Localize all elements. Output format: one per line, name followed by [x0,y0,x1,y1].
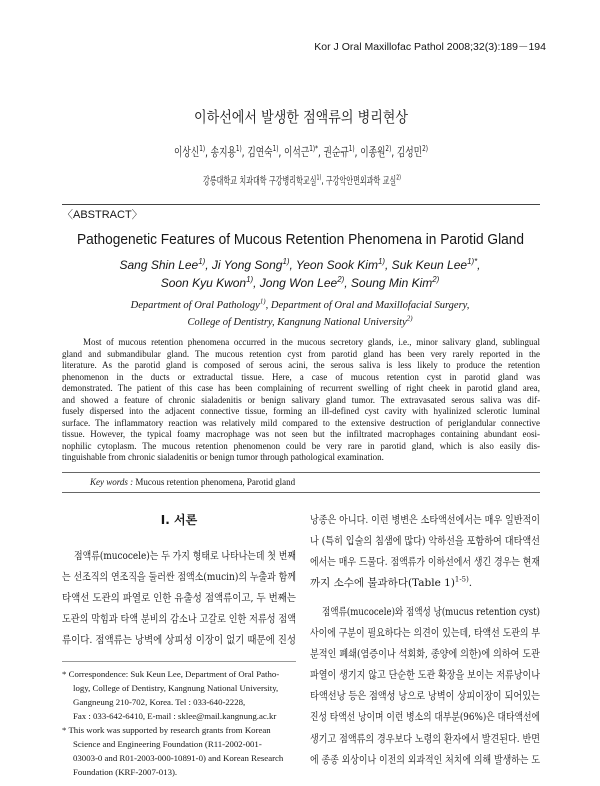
text-line [62,452,540,464]
footnote-correspondence [62,667,296,723]
text-line [310,665,540,686]
line-content [187,314,412,331]
text-line [300,40,546,54]
abstract-label-text: 〈ABSTRACT〉 [62,209,143,221]
superscript: 1) [235,144,242,153]
superscript: 1) [199,144,206,153]
text-run: Fax : 033-642-6410, E-mail : sklee@mail.kangnung.ac.kr [73,711,277,721]
text-run: , Yeon Sook Kim [289,258,378,272]
text-run: , 권순규 [317,145,349,159]
line-content [174,144,428,160]
korean-title-text: 이하선에서 발생한 점액류의 병리현상 [194,108,409,126]
text-run: Most of mucous retention phenomena occurred in the mucous secretory glands, i.e., minor salivary gland, sublingual [83,337,540,347]
text-run: 타액선낭 등은 점액성 낭으로 낭벽이 상피이장이 되어있는 [310,690,541,703]
section-heading-text: I. 서론 [160,513,198,527]
text-run: 나 (특히 입술의 침샘에 많다) 악하선을 포함하여 대타액선 [310,535,541,547]
line-content [62,429,540,441]
superscript: 1) [316,173,322,182]
text-line [310,686,540,707]
footnotes [62,667,296,779]
superscript: 1) [272,144,279,153]
text-run: tinguishable from chronic sialadenitis or benign tumor through pathological examination. [62,452,384,462]
text-line [62,383,540,395]
superscript: 1) [348,144,355,153]
text-run: nophilic cytoplasm. The mucous retention phenomenon could be very rare in parotid gland, which is also easily dis- [62,440,541,451]
superscript: 2) [385,144,392,153]
text-run: 파열이 생기지 않고 단순한 도관 확장을 보이는 저류낭이나 [310,669,541,682]
line-content [62,588,296,609]
text-run: 에 종종 외상이나 이전의 외과적인 처치에 의해 발생하는 도 [310,753,540,766]
line-content [62,452,384,464]
superscript: 2) [432,275,440,284]
text-run: 진성 타액선 낭이며 이런 병소의 대부분(96%)은 대타액선에 [310,711,541,724]
superscript: 1) [198,257,206,266]
text-run: 는 선조직의 연조직을 둘러싼 점액소(mucin)의 누출과 함께 [62,571,297,583]
line-content [73,765,177,779]
text-run: and showed a feature of chronic sialadenitis or benign salivary gland tumor. The extravasated serous saliva was dif- [62,394,541,405]
korean-affiliation [203,174,401,188]
line-content [62,567,296,588]
line-content [62,723,271,737]
text-run: College of Dentistry, Kangnung National University [187,317,407,328]
text-run: , 이종원 [354,145,386,159]
footnote-divider [62,661,296,662]
text-run: Science and Engineering Foundation (R11-2002-001- [73,739,262,749]
english-affiliation [120,297,480,331]
line-content [73,737,262,751]
text-line [62,546,296,567]
abstract-text [62,337,540,464]
line-content [310,707,540,728]
text-run: 타액선 도관의 파열로 인한 유출성 점액류이고, 두 번째는 [62,592,296,604]
text-run: , 김연숙 [241,145,273,159]
text-line [310,573,540,594]
text-run: , 이석근 [278,145,310,159]
text-run: logy, College of Dentistry, Kangnung National University, [73,683,279,693]
text-line [62,208,143,222]
text-line [310,510,540,531]
line-content [74,546,296,567]
line-content [62,667,279,681]
section-divider [62,204,540,205]
text-run: , Department of Oral and Maxillofacial Surgery, [265,300,470,311]
text-line [174,144,428,160]
text-line [310,729,540,750]
text-line [62,588,296,609]
text-run: fusely dispersed into the adjacent connective tissue, forming an ill-defined cyst cavity with hyalinized sclerotic luminal [62,406,540,416]
text-line [62,512,296,528]
text-line [73,695,296,709]
text-line [120,297,480,314]
body-text-left [62,546,296,651]
text-run: 이상신 [174,145,200,159]
journal-citation [300,40,546,54]
line-content [62,360,540,372]
line-content [73,681,278,695]
text-run: 강릉대학교 치과대학 구강병리학교실 [203,175,317,187]
text-run: Foundation (KRF-2007-013). [73,767,178,777]
text-line [62,406,540,418]
body-text-right-paragraph-2 [310,602,540,771]
text-line [118,274,482,292]
text-run: , Suk Keun Lee [385,258,468,272]
line-content [310,686,540,707]
text-run: 까지 소수에 불과하다(Table 1) [310,577,455,589]
text-line [310,644,540,665]
text-line [62,567,296,588]
keywords-label: Key words : [90,477,134,487]
line-content [62,372,540,384]
text-run: 분적인 폐쇄(염증이나 석회화, 종양에 의한)에 의하여 도관 [310,648,541,661]
text-run: 03003-0 and R01-2003-000-10891-0) and Korean Research [73,753,284,763]
text-line [118,256,482,274]
text-line [62,667,296,681]
text-run: Department of Oral Pathology [130,300,260,311]
section-heading [62,512,296,528]
line-content [310,531,540,552]
superscript: 2) [406,315,413,323]
korean-title [194,107,408,127]
text-run: Gangneung 210-702, Korea. Tel : 033-640-2228, [73,697,246,707]
text-line [310,602,540,623]
citation-text: Kor J Oral Maxillofac Pathol 2008;32(3):189－194 [314,41,546,53]
superscript: 2) [337,275,345,284]
text-line [62,609,296,630]
superscript: 1)* [309,144,318,153]
text-run: 류이다. 점액류는 낭벽에 상피성 이장이 없기 때문에 진성 [62,634,296,646]
line-content [310,665,540,686]
text-run: 생기고 점액류의 경우보다 노령의 환자에서 발견된다. 반면 [310,732,541,745]
text-line [62,337,540,349]
keywords-value: Mucous retention phenomena, Parotid gland [135,477,296,487]
text-line [62,360,540,372]
text-run: phenomenon in the ducts or extraductal tissue. Here, a case of mucous retention cyst in parotid gland was [62,371,541,382]
line-content [62,349,540,361]
text-run: , Soung Min Kim [344,276,433,290]
superscript: 1-5) [454,575,469,584]
text-run: , Ji Yong Song [205,258,283,272]
line-content [73,709,276,723]
text-line [77,230,524,250]
korean-authors [174,144,428,160]
line-content [119,256,480,274]
english-title-text: Pathogenetic Features of Mucous Retention Phenomena in Parotid Gland [77,232,524,248]
line-content [310,750,540,771]
line-content [62,418,540,430]
text-run: 낭종은 아니다. 이런 병변은 소타액선에서는 매우 일반적이 [310,514,541,526]
superscript: 2) [396,173,401,182]
line-content [131,297,470,314]
body-text-right-paragraph-1 [310,510,540,594]
text-run: , 구강악안면외과학 교실 [321,175,397,187]
text-line [62,723,296,737]
text-run: , 김성민 [391,145,423,159]
text-line [203,174,401,188]
text-run: Soon Kyu Kwon [160,276,247,290]
text-line [62,349,540,361]
text-run: demonstrated. The patient of this case has been complaining of recurrent swelling of right cheek in parotid gland area, [62,383,540,393]
superscript: 2) [422,144,428,153]
line-content [73,751,283,765]
text-line [310,623,540,644]
line-content [62,441,540,453]
line-content [203,174,401,188]
text-line [310,707,540,728]
english-authors [118,256,482,292]
text-line [62,441,540,453]
line-content [310,729,540,750]
superscript: 1) [377,257,385,266]
text-run: literature. As the parotid gland is composed of serous acini, the serous saliva is less likely to produce the retention [62,360,540,370]
text-line [73,681,296,695]
text-run: 도관의 막힘과 타액 분비의 감소나 고갈로 인한 저류성 점액 [62,613,296,625]
text-run: 점액류(mucocele)는 두 가지 형태로 나타나는데 첫 번째 [74,550,296,562]
text-run: * This work was supported by research grants from Korean [62,725,271,735]
superscript: 1) [259,298,266,306]
superscript: 1)* [467,257,478,266]
line-content [322,602,540,623]
text-line [73,737,296,751]
text-line [73,709,296,723]
text-run: gland and submandibular gland. The mucous retention cyst from parotid gland has been very rarely reported in the [62,348,541,359]
text-run: 에서는 매우 드물다. 점액류가 이하선에서 생긴 경우는 현재 [310,556,540,568]
text-line [62,395,540,407]
text-line [194,107,408,127]
text-run: surface. The inflammatory reaction was relatively mild compared to the extensive destruction of periglandular connective [62,417,540,428]
text-run: . [468,577,473,589]
superscript: 1) [246,275,254,284]
text-line [62,372,540,384]
line-content [62,630,296,651]
text-line [310,552,540,573]
english-title [77,230,524,250]
text-run: tissue. However, the typical foamy macrophage was not seen but the infiltrated macrophages containing abundant eosi- [62,429,541,439]
text-line [310,531,540,552]
line-content [310,623,540,644]
text-line [310,750,540,771]
footnote-funding [62,723,296,779]
line-content [310,510,540,531]
line-content [161,274,440,292]
line-content [83,337,540,349]
line-content [310,573,472,594]
line-content [62,406,540,418]
text-line [62,630,296,651]
line-content [310,644,540,665]
text-run: * Correspondence: Suk Keun Lee, Department of Oral Patho- [62,669,280,679]
text-line [62,429,540,441]
line-content [62,383,540,395]
text-run: 사이에 구분이 필요하다는 의견이 있는데, 타액선 도관의 부 [310,627,540,640]
text-line [73,765,296,779]
line-content [73,695,245,709]
text-line [120,314,480,331]
text-run: Sang Shin Lee [119,258,199,272]
text-run: , Jong Won Lee [253,276,338,290]
superscript: 1) [282,257,290,266]
line-content [62,395,540,407]
text-run: , [477,258,481,272]
text-run: , 송지용 [205,145,236,159]
keywords [62,472,540,493]
line-content [310,552,540,573]
text-line [62,418,540,430]
line-content [62,609,296,630]
abstract-label [62,208,143,222]
text-run: 점액류(mucocele)와 점액성 낭(mucus retention cyst) [322,606,541,618]
text-line [73,751,296,765]
